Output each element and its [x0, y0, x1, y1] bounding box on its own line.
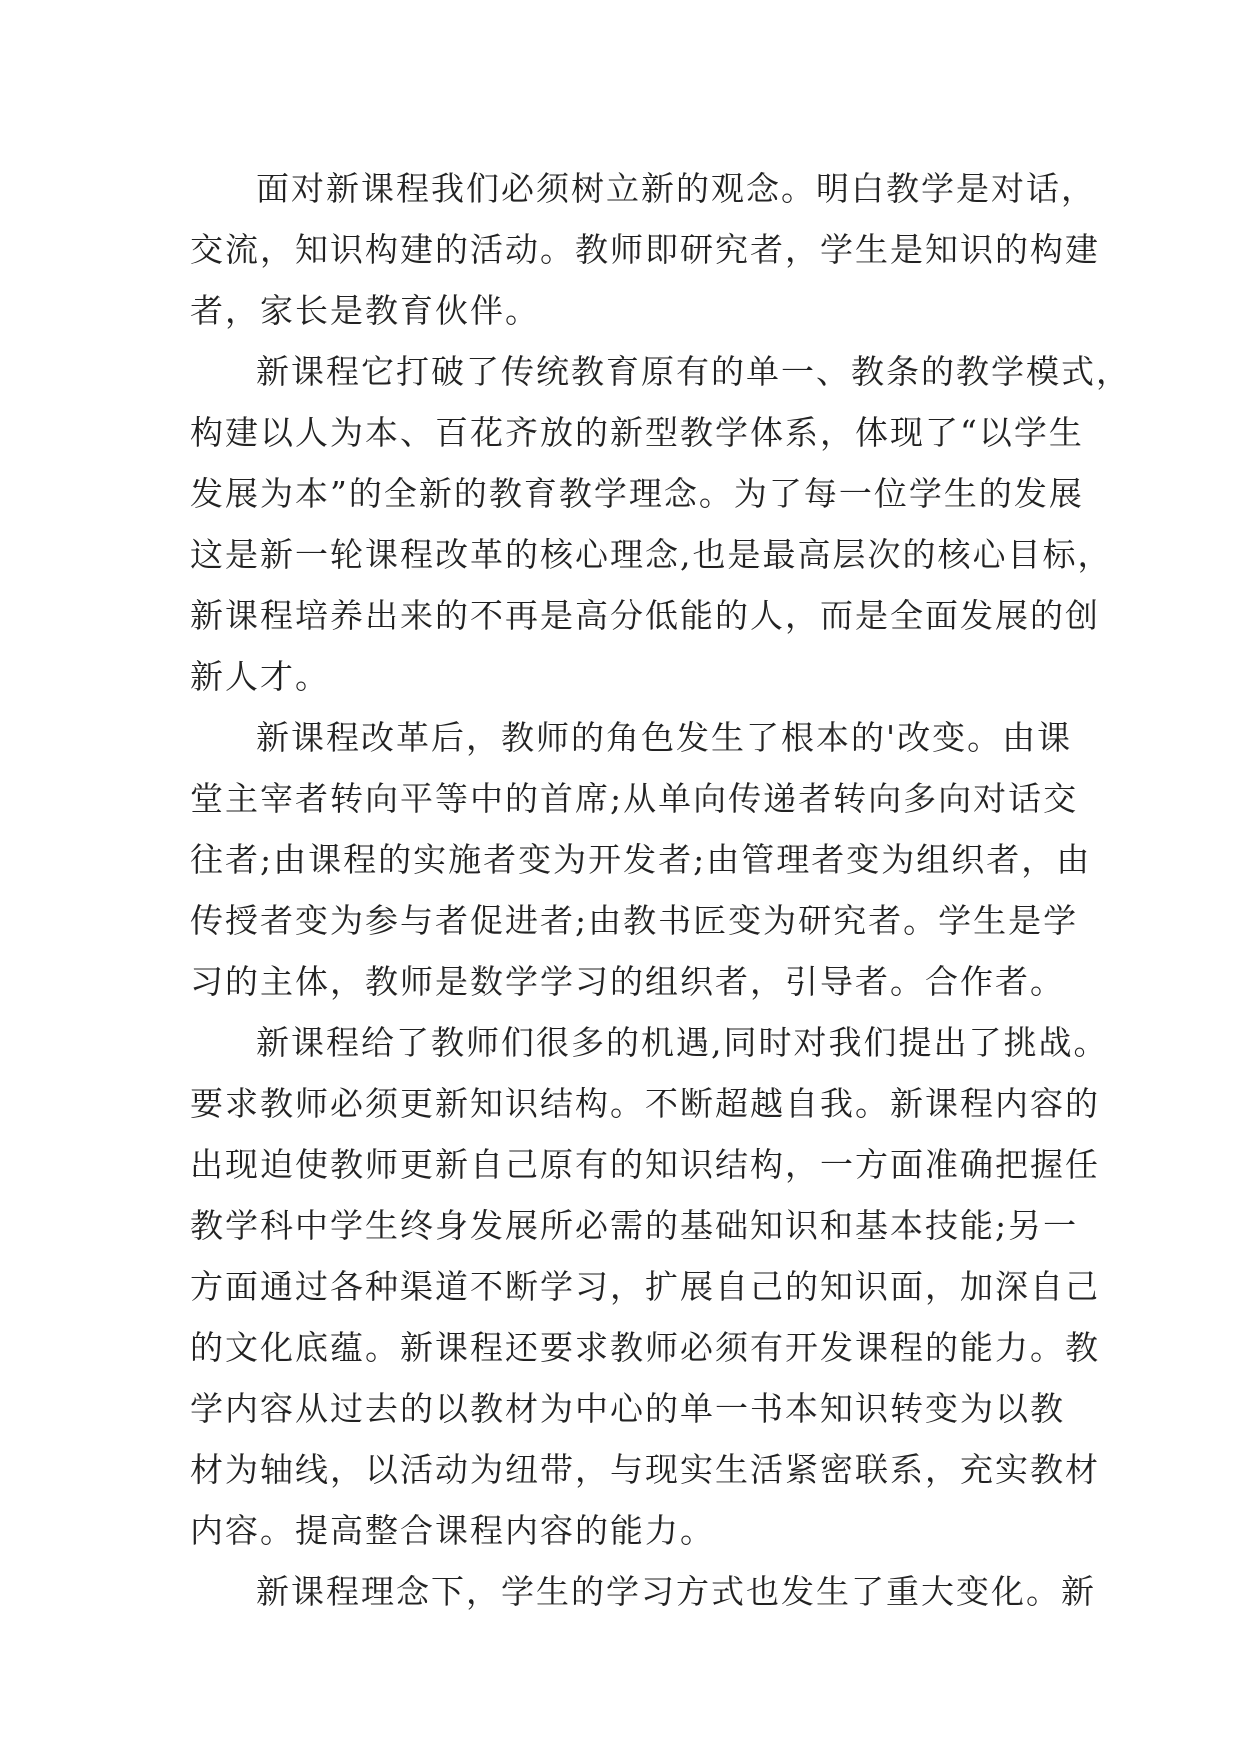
text-line: 新课程改革后，教师的角色发生了根本的'改变。由课: [256, 718, 1073, 757]
text-line: 的文化底蕴。新课程还要求教师必须有开发课程的能力。教: [190, 1328, 1100, 1367]
text-line: 学内容从过去的以教材为中心的单一书本知识转变为以教: [190, 1389, 1065, 1428]
document-body: [190, 158, 1131, 1622]
text-line: 新课程它打破了传统教育原有的单一、教条的教学模式，: [256, 352, 1131, 391]
text-line: 新课程理念下，学生的学习方式也发生了重大变化。新: [256, 1572, 1096, 1611]
paragraph: [190, 1012, 1109, 1561]
paragraph: [190, 707, 1092, 1012]
paragraph: [190, 1561, 1096, 1622]
paragraph: [190, 341, 1131, 707]
text-line: 者，家长是教育伙伴。: [190, 291, 540, 330]
text-line: 教学科中学生终身发展所必需的基础知识和基本技能;另一: [190, 1206, 1079, 1245]
text-line: 面对新课程我们必须树立新的观念。明白教学是对话，: [256, 169, 1096, 208]
paragraph: [190, 158, 1100, 341]
text-line: 方面通过各种渠道不断学习，扩展自己的知识面，加深自己: [190, 1267, 1100, 1306]
text-line: 新课程培养出来的不再是高分低能的人，而是全面发展的创: [190, 596, 1100, 635]
text-line: 习的主体，教师是数学学习的组织者，引导者。合作者。: [190, 962, 1065, 1001]
text-line: 这是新一轮课程改革的核心理念,也是最高层次的核心目标，: [190, 535, 1113, 574]
text-line: 新课程给了教师们很多的机遇,同时对我们提出了挑战。: [256, 1023, 1109, 1062]
text-line: 往者;由课程的实施者变为开发者;由管理者变为组织者，由: [190, 840, 1092, 879]
text-line: 构建以人为本、百花齐放的新型教学体系，体现了“以学生: [190, 413, 1084, 452]
text-line: 要求教师必须更新知识结构。不断超越自我。新课程内容的: [190, 1084, 1100, 1123]
text-line: 内容。提高整合课程内容的能力。: [190, 1511, 715, 1550]
text-line: 材为轴线，以活动为纽带，与现实生活紧密联系，充实教材: [190, 1450, 1100, 1489]
text-line: 发展为本”的全新的教育教学理念。为了每一位学生的发展: [190, 474, 1084, 513]
text-line: 传授者变为参与者促进者;由教书匠变为研究者。学生是学: [190, 901, 1079, 940]
text-line: 出现迫使教师更新自己原有的知识结构，一方面准确把握任: [190, 1145, 1100, 1184]
text-line: 堂主宰者转向平等中的首席;从单向传递者转向多向对话交: [190, 779, 1079, 818]
text-line: 新人才。: [190, 657, 330, 696]
text-line: 交流，知识构建的活动。教师即研究者，学生是知识的构建: [190, 230, 1100, 269]
